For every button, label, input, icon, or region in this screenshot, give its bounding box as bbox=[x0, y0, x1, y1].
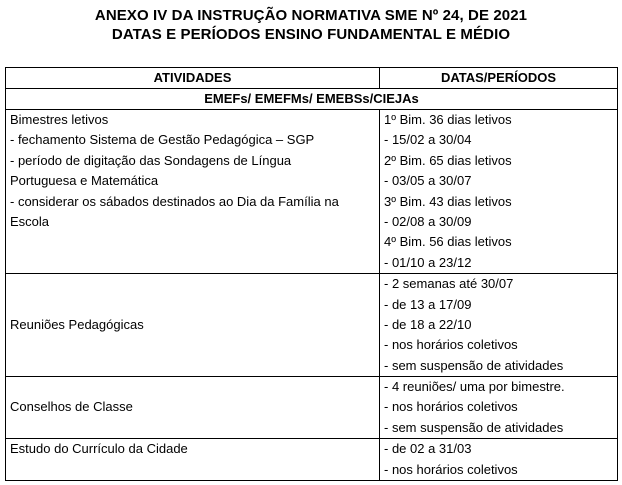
document-title: ANEXO IV DA INSTRUÇÃO NORMATIVA SME Nº 24, DE 2021 bbox=[94, 7, 528, 24]
activity-line: Bimestres letivos bbox=[10, 112, 109, 127]
document-subtitle: DATAS E PERÍODOS ENSINO FUNDAMENTAL E MÉDIO bbox=[111, 26, 511, 43]
activity-line: Reuniões Pedagógicas bbox=[10, 316, 144, 332]
table-row bbox=[6, 110, 618, 274]
date-line: - nos horários coletivos bbox=[384, 337, 518, 353]
date-line: - sem suspensão de atividades bbox=[384, 357, 564, 373]
activity-line: - considerar os sábados destinados ao Dia da Família na bbox=[10, 193, 339, 209]
date-line: 1º Bim. 36 dias letivos bbox=[384, 112, 512, 127]
section-row bbox=[6, 89, 618, 110]
dates-table bbox=[5, 67, 618, 481]
table-row bbox=[6, 274, 618, 377]
date-line: - 01/10 a 23/12 bbox=[384, 254, 472, 270]
activity-line: - período de digitação das Sondagens de Língua bbox=[10, 152, 292, 168]
table-row bbox=[6, 377, 618, 439]
activity-line: Escola bbox=[10, 213, 50, 229]
date-line: - 15/02 a 30/04 bbox=[384, 132, 472, 148]
date-line: - de 02 a 31/03 bbox=[384, 441, 472, 457]
date-line: - de 18 a 22/10 bbox=[384, 316, 472, 332]
date-line: 2º Bim. 65 dias letivos bbox=[384, 152, 512, 168]
activity-cell bbox=[6, 274, 380, 377]
date-line: - 02/08 a 30/09 bbox=[384, 213, 472, 229]
dates-cell bbox=[380, 377, 618, 439]
date-line: 3º Bim. 43 dias letivos bbox=[384, 193, 512, 209]
activity-line: - fechamento Sistema de Gestão Pedagógica – SGP bbox=[10, 132, 315, 148]
date-line: - 2 semanas até 30/07 bbox=[384, 276, 514, 292]
date-line: - nos horários coletivos bbox=[384, 461, 518, 477]
activity-line: Portuguesa e Matemática bbox=[10, 173, 159, 189]
date-line: - 03/05 a 30/07 bbox=[384, 173, 472, 189]
date-line: - 4 reuniões/ uma por bimestre. bbox=[384, 379, 565, 395]
activity-line: Estudo do Currículo da Cidade bbox=[10, 441, 188, 457]
section-label: EMEFs/ EMEFMs/ EMEBSs/CIEJAs bbox=[6, 89, 618, 110]
activity-cell bbox=[6, 439, 380, 481]
dates-cell bbox=[380, 274, 618, 377]
activity-cell bbox=[6, 110, 380, 274]
activity-line: Conselhos de Classe bbox=[10, 399, 133, 415]
table-row bbox=[6, 439, 618, 481]
date-line: - de 13 a 17/09 bbox=[384, 296, 472, 312]
activity-cell bbox=[6, 377, 380, 439]
dates-cell bbox=[380, 439, 618, 481]
header-dates: DATAS/PERÍODOS bbox=[380, 68, 618, 89]
date-line: 4º Bim. 56 dias letivos bbox=[384, 234, 512, 250]
table-header-row bbox=[6, 68, 618, 89]
date-line: - sem suspensão de atividades bbox=[384, 419, 564, 435]
header-activities: ATIVIDADES bbox=[6, 68, 380, 89]
date-line: - nos horários coletivos bbox=[384, 399, 518, 415]
dates-cell bbox=[380, 110, 618, 274]
